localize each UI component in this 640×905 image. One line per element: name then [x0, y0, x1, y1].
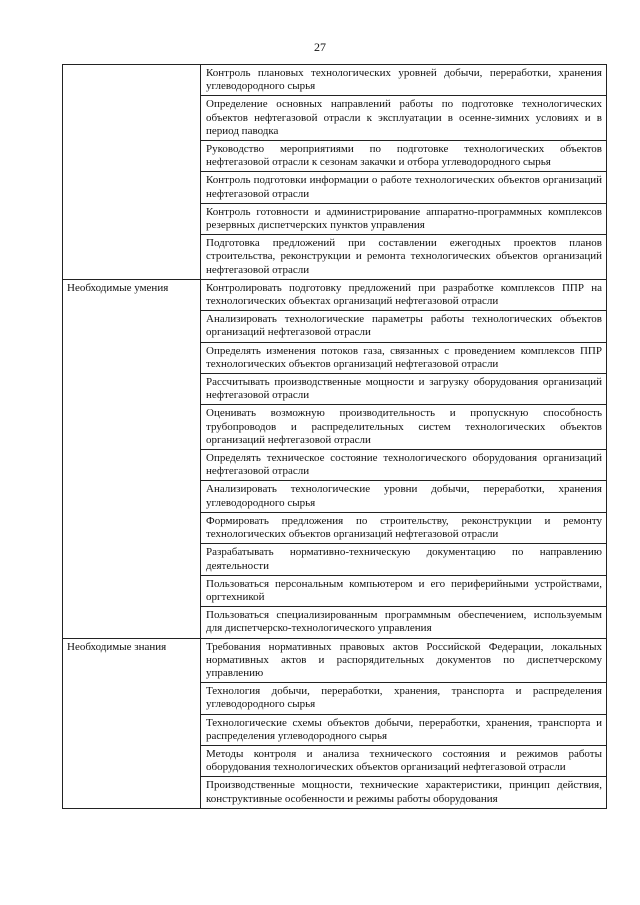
requirement-item: Пользоваться специализированным программным обеспечением, используемым для диспетчерско-технологического управления [201, 607, 607, 638]
requirement-item: Контроль плановых технологических уровней добычи, переработки, хранения углеводородного сырья [201, 65, 607, 96]
requirement-item: Оценивать возможную производительность и пропускную способность трубопроводов и распределительных систем технологических объектов организаций нефтегазовой отрасли [201, 405, 607, 450]
requirement-item: Определять техническое состояние технологического оборудования организаций нефтегазовой отрасли [201, 450, 607, 481]
requirement-item: Производственные мощности, технические характеристики, принцип действия, конструктивные особенности и режимы работы оборудования [201, 777, 607, 808]
requirement-item: Рассчитывать производственные мощности и загрузку оборудования организаций нефтегазовой отрасли [201, 374, 607, 405]
section-title: Необходимые знания [63, 638, 201, 808]
requirement-item: Разрабатывать нормативно-техническую документацию по направлению деятельности [201, 544, 607, 575]
requirement-item: Формировать предложения по строительству, реконструкции и ремонту технологических объектов организаций нефтегазовой отрасли [201, 512, 607, 543]
qualification-table [62, 64, 607, 809]
requirement-item: Контроль подготовки информации о работе технологических объектов организаций нефтегазовой отрасли [201, 172, 607, 203]
requirement-item: Технологические схемы объектов добычи, переработки, хранения, транспорта и распределения углеводородного сырья [201, 714, 607, 745]
requirement-item: Подготовка предложений при составлении ежегодных проектов планов строительства, реконструкции и ремонта технологических объектов организаций нефтегазовой отрасли [201, 235, 607, 280]
table-row [63, 279, 607, 310]
requirement-item: Анализировать технологические параметры работы технологических объектов организаций нефтегазовой отрасли [201, 311, 607, 342]
table-row [63, 65, 607, 96]
requirement-item: Пользоваться персональным компьютером и его периферийными устройствами, оргтехникой [201, 575, 607, 606]
page-number: 27 [314, 40, 326, 54]
requirement-item: Анализировать технологические уровни добычи, переработки, хранения углеводородного сырья [201, 481, 607, 512]
section-title [63, 65, 201, 280]
section-title: Необходимые умения [63, 279, 201, 638]
table-row [63, 638, 607, 683]
table-body [63, 65, 607, 809]
requirement-item: Руководство мероприятиями по подготовке технологических объектов нефтегазовой отрасли к сезонам закачки и отбора углеводородного сырья [201, 141, 607, 172]
requirement-item: Технология добычи, переработки, хранения, транспорта и распределения углеводородного сырья [201, 683, 607, 714]
requirement-item: Методы контроля и анализа технического состояния и режимов работы оборудования технологических объектов организаций нефтегазовой отрасли [201, 745, 607, 776]
requirement-item: Определение основных направлений работы по подготовке технологических объектов нефтегазовой отрасли к эксплуатации в осенне-зимних условиях и в период паводка [201, 96, 607, 141]
requirement-item: Требования нормативных правовых актов Российской Федерации, локальных нормативных актов и распорядительных документов по диспетчерскому управлению [201, 638, 607, 683]
requirement-item: Контроль готовности и администрирование аппаратно-программных комплексов резервных диспетчерских пунктов управления [201, 203, 607, 234]
requirement-item: Определять изменения потоков газа, связанных с проведением комплексов ППР технологических объектов организаций нефтегазовой отрасли [201, 342, 607, 373]
requirement-item: Контролировать подготовку предложений при разработке комплексов ППР на технологических объектах организаций нефтегазовой отрасли [201, 279, 607, 310]
